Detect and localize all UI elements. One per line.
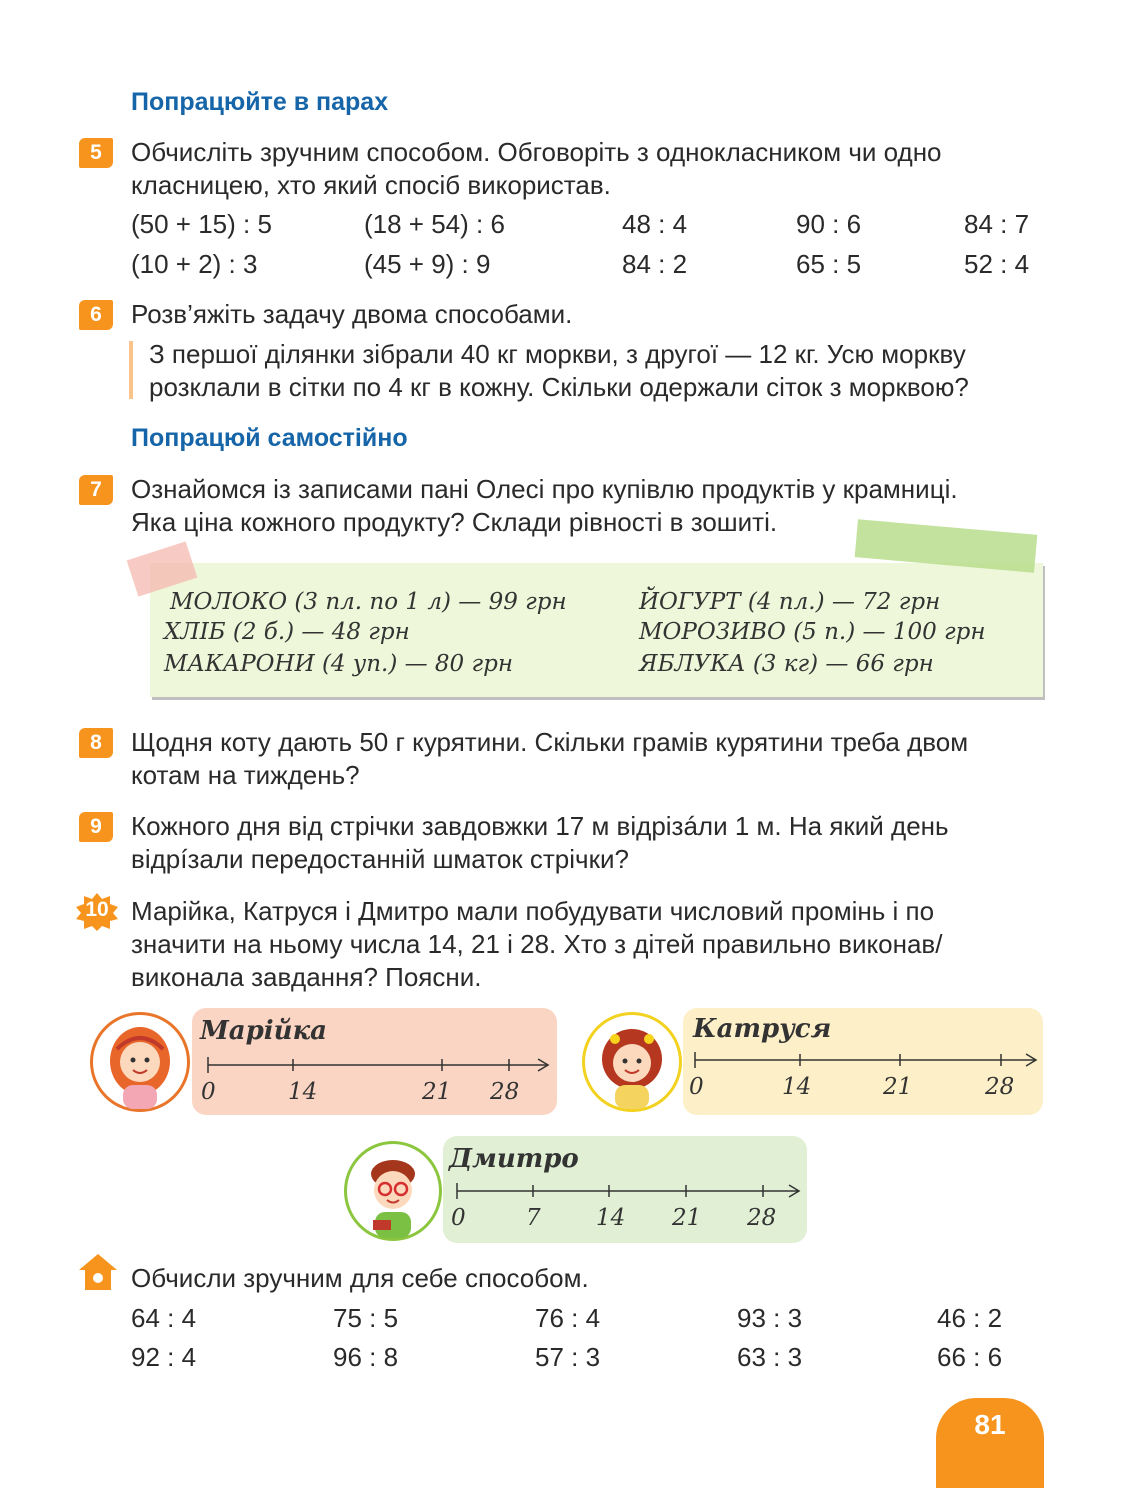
task-number-8: 8 (79, 728, 113, 758)
homework-expression: 76 : 4 (535, 1303, 601, 1333)
numberline-card-dmytro (443, 1136, 807, 1243)
girl-curly-icon (585, 1015, 679, 1109)
section-heading-self: Попрацюй самостійно (131, 424, 408, 452)
tick-label: 0 (451, 1205, 466, 1231)
card-name-mariika: Марійка (200, 1016, 328, 1046)
problem-bar (129, 341, 133, 399)
homework-expression: 64 : 4 (131, 1303, 197, 1333)
tick-label: 28 (747, 1205, 777, 1231)
tick-label: 7 (526, 1205, 541, 1231)
task7-text-line2: Яка ціна кожного продукту? Склади рівності в зошиті. (131, 507, 778, 537)
note-item: МОРОЗИВО (5 п.) — 100 грн (639, 619, 986, 645)
tick-label: 0 (201, 1079, 216, 1105)
homework-expression: 57 : 3 (535, 1342, 601, 1372)
task9-text-line2: відрíзали передостанній шматок стрічки? (131, 844, 629, 874)
task9-text-line1: Кожного дня від стрічки завдовжки 17 м відрізáли 1 м. На який день (131, 811, 949, 841)
avatar-dmytro (344, 1141, 442, 1241)
task-number-6: 6 (79, 300, 113, 330)
homework-text: Обчисли зручним для себе способом. (131, 1263, 589, 1293)
section-heading-pairs: Попрацюйте в парах (131, 88, 389, 116)
task5-expression: (50 + 15) : 5 (131, 209, 272, 239)
tick-label: 28 (985, 1074, 1015, 1100)
note-item: МОЛОКО (3 пл. по 1 л) — 99 грн (170, 589, 567, 615)
avatar-katrusia (582, 1012, 682, 1112)
task10-text-line1: Марійка, Катруся і Дмитро мали побудувати числовий промінь і по (131, 896, 935, 926)
task6-problem-line1: З першої ділянки зібрали 40 кг моркви, з другої — 12 кг. Усю моркву (149, 339, 966, 369)
boy-glasses-icon (347, 1144, 439, 1238)
task10-text-line3: виконала завдання? Поясни. (131, 962, 482, 992)
task8-text-line1: Щодня коту дають 50 г курятини. Скільки грамів курятини треба двом (131, 727, 969, 757)
task-number-5: 5 (79, 138, 113, 168)
task5-expression: 84 : 2 (622, 249, 688, 279)
task5-expression: (45 + 9) : 9 (364, 249, 491, 279)
homework-expression: 75 : 5 (333, 1303, 399, 1333)
tick-label: 14 (596, 1205, 626, 1231)
task5-text-line1: Обчисліть зручним способом. Обговоріть з однокласником чи одно (131, 137, 942, 167)
tick-label: 28 (490, 1079, 520, 1105)
homework-expression: 63 : 3 (737, 1342, 803, 1372)
tick-label: 21 (672, 1205, 702, 1231)
homework-expression: 93 : 3 (737, 1303, 803, 1333)
tick-label: 21 (883, 1074, 913, 1100)
tick-label: 14 (782, 1074, 812, 1100)
task5-expression: (10 + 2) : 3 (131, 249, 258, 279)
numberline-card-katrusia (683, 1008, 1043, 1115)
note-item: ХЛІБ (2 б.) — 48 грн (164, 619, 410, 645)
note-item: МАКАРОНИ (4 уп.) — 80 грн (164, 651, 513, 677)
task6-problem-line2: розклали в сітки по 4 кг в кожну. Скільки одержали сіток з морквою? (149, 372, 969, 402)
numberline-card-mariika (192, 1008, 557, 1115)
task5-expression: (18 + 54) : 6 (364, 209, 505, 239)
homework-expression: 46 : 2 (937, 1303, 1003, 1333)
homework-expression: 96 : 8 (333, 1342, 399, 1372)
task-number-7: 7 (79, 475, 113, 505)
shopping-note (150, 563, 1043, 697)
task5-text-line2: класницею, хто який спосіб використав. (131, 170, 611, 200)
task-number-9: 9 (79, 812, 113, 842)
card-name-katrusia: Катруся (693, 1014, 832, 1044)
girl-redhead-icon (93, 1015, 187, 1109)
tick-label: 21 (422, 1079, 452, 1105)
task5-expression: 90 : 6 (796, 209, 862, 239)
task10-text-line2: значити на ньому числа 14, 21 і 28. Хто з дітей правильно виконав/ (131, 929, 943, 959)
task8-text-line2: котам на тиждень? (131, 760, 360, 790)
note-item: ЯБЛУКА (3 кг) — 66 грн (639, 651, 934, 677)
note-item: ЙОГУРТ (4 пл.) — 72 грн (639, 589, 941, 615)
house-icon (77, 1252, 119, 1292)
avatar-mariika (90, 1012, 190, 1112)
task5-expression: 84 : 7 (964, 209, 1030, 239)
task7-text-line1: Ознайомся із записами пані Олесі про купівлю продуктів у крамниці. (131, 474, 958, 504)
task5-expression: 52 : 4 (964, 249, 1030, 279)
homework-expression: 92 : 4 (131, 1342, 197, 1372)
task5-expression: 65 : 5 (796, 249, 862, 279)
card-name-dmytro: Дмитро (449, 1144, 579, 1174)
task6-text: Розв’яжіть задачу двома способами. (131, 299, 573, 329)
tick-label: 14 (288, 1079, 318, 1105)
task5-expression: 48 : 4 (622, 209, 688, 239)
tick-label: 0 (689, 1074, 704, 1100)
task-number-10: 10 (85, 898, 109, 921)
homework-expression: 66 : 6 (937, 1342, 1003, 1372)
page-number: 81 (936, 1398, 1044, 1488)
